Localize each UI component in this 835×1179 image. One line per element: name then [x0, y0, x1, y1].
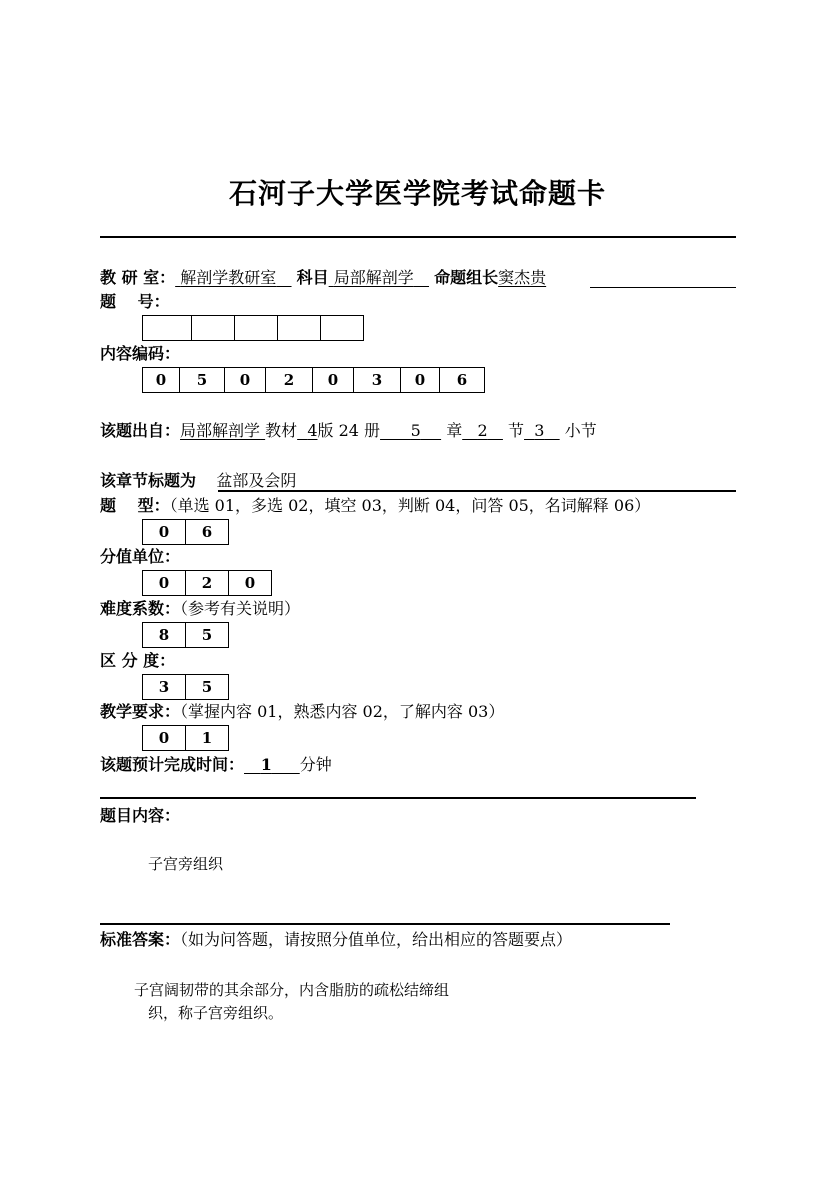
qnum-boxes: [142, 315, 364, 341]
code-cell: 2: [266, 368, 313, 392]
source-text-ban: 版 24 册: [317, 421, 381, 440]
qtype-row: [100, 494, 650, 518]
difficulty-label: 难度系数：: [100, 599, 181, 618]
time-unit: 分钟: [299, 755, 332, 774]
difficulty-cell: 8: [143, 623, 186, 647]
score-cell: 2: [186, 571, 229, 595]
qnum-cell[interactable]: [235, 316, 278, 340]
answer-rule: [100, 923, 670, 925]
answer-line-2: 织，称子宫旁组织。: [148, 1004, 284, 1022]
code-cell: 0: [143, 368, 180, 392]
requirement-row: [100, 700, 504, 724]
score-boxes: [142, 570, 272, 596]
code-cell: 0: [225, 368, 266, 392]
content-label: 题目内容：: [100, 806, 181, 825]
requirement-hint: （掌握内容 01，熟悉内容 02，了解内容 03）: [180, 702, 505, 721]
requirement-label: 教学要求：: [100, 702, 181, 721]
title-rule: [100, 236, 736, 238]
chapter-title-label: 该章节标题为: [100, 471, 197, 490]
difficulty-cell: 5: [201, 626, 213, 644]
source-section: 2: [477, 421, 488, 440]
qtype-cell: 6: [201, 523, 213, 541]
score-label: 分值单位：: [100, 547, 181, 566]
source-text-xiaojie: 小节: [564, 421, 597, 440]
qtype-cell: 0: [143, 520, 186, 544]
qtype-label: 题 型：: [100, 496, 170, 515]
qtype-hint: （单选 01，多选 02，填空 03，判断 04，问答 05，名词解释 06）: [169, 496, 651, 515]
content-rule: [100, 797, 696, 799]
discrimination-cell: 5: [201, 678, 213, 696]
discrimination-label: 区 分 度：: [100, 651, 176, 670]
score-cell: 0: [244, 574, 256, 592]
source-edition: 4: [307, 421, 318, 440]
qnum-cell[interactable]: [143, 316, 192, 340]
dept-value: 解剖学教研室: [180, 268, 277, 287]
qnum-label: 题 号：: [100, 292, 170, 311]
code-label: 内容编码：: [100, 344, 181, 363]
source-row: [100, 419, 597, 443]
code-cell: 0: [401, 368, 440, 392]
chapter-title-value: 盆部及会阴: [216, 471, 297, 490]
answer-hint: （如为问答题，请按照分值单位，给出相应的答题要点）: [180, 930, 573, 949]
source-chapter: 5: [410, 421, 421, 440]
page-title: 石河子大学医学院考试命题卡: [228, 177, 606, 210]
chapter-title-underline: [218, 490, 736, 492]
requirement-boxes: [142, 725, 229, 751]
code-cell: 3: [354, 368, 401, 392]
leader-label: 命题组长: [434, 268, 499, 287]
code-cell: 5: [180, 368, 225, 392]
qtype-boxes: [142, 519, 229, 545]
source-subsection: 3: [534, 421, 545, 440]
subject-value: 局部解剖学: [333, 268, 414, 287]
requirement-cell: 0: [143, 726, 186, 750]
time-value: 1: [260, 755, 272, 774]
subject-label: 科目: [296, 268, 329, 287]
code-cell: 6: [456, 371, 468, 389]
answer-label: 标准答案：: [100, 930, 181, 949]
difficulty-row: [100, 597, 300, 621]
code-cell: 0: [313, 368, 354, 392]
answer-line-1: 子宫阔韧带的其余部分，内含脂肪的疏松结缔组: [134, 981, 450, 999]
discrimination-cell: 3: [143, 675, 186, 699]
source-text-jie: 节: [508, 421, 525, 440]
source-text-zhang: 章: [446, 421, 463, 440]
source-book: 局部解剖学: [180, 421, 261, 440]
requirement-cell: 1: [201, 729, 213, 747]
discrimination-boxes: [142, 674, 229, 700]
time-row: [100, 753, 332, 777]
source-label: 该题出自：: [100, 421, 181, 440]
qnum-cell[interactable]: [192, 316, 235, 340]
time-label: 该题预计完成时间：: [100, 755, 245, 774]
code-boxes: [142, 367, 485, 393]
content-text: 子宫旁组织: [148, 855, 224, 873]
qnum-cell[interactable]: [278, 316, 321, 340]
difficulty-boxes: [142, 622, 229, 648]
leader-value: 窦杰贵: [498, 268, 547, 287]
source-text-jiaocai: 教材: [265, 421, 298, 440]
qnum-cell[interactable]: [321, 316, 363, 340]
leader-underline: [590, 287, 736, 288]
dept-label: 教 研 室：: [100, 268, 176, 287]
score-cell: 0: [143, 571, 186, 595]
difficulty-hint: （参考有关说明）: [180, 599, 301, 618]
answer-row: [100, 928, 572, 952]
